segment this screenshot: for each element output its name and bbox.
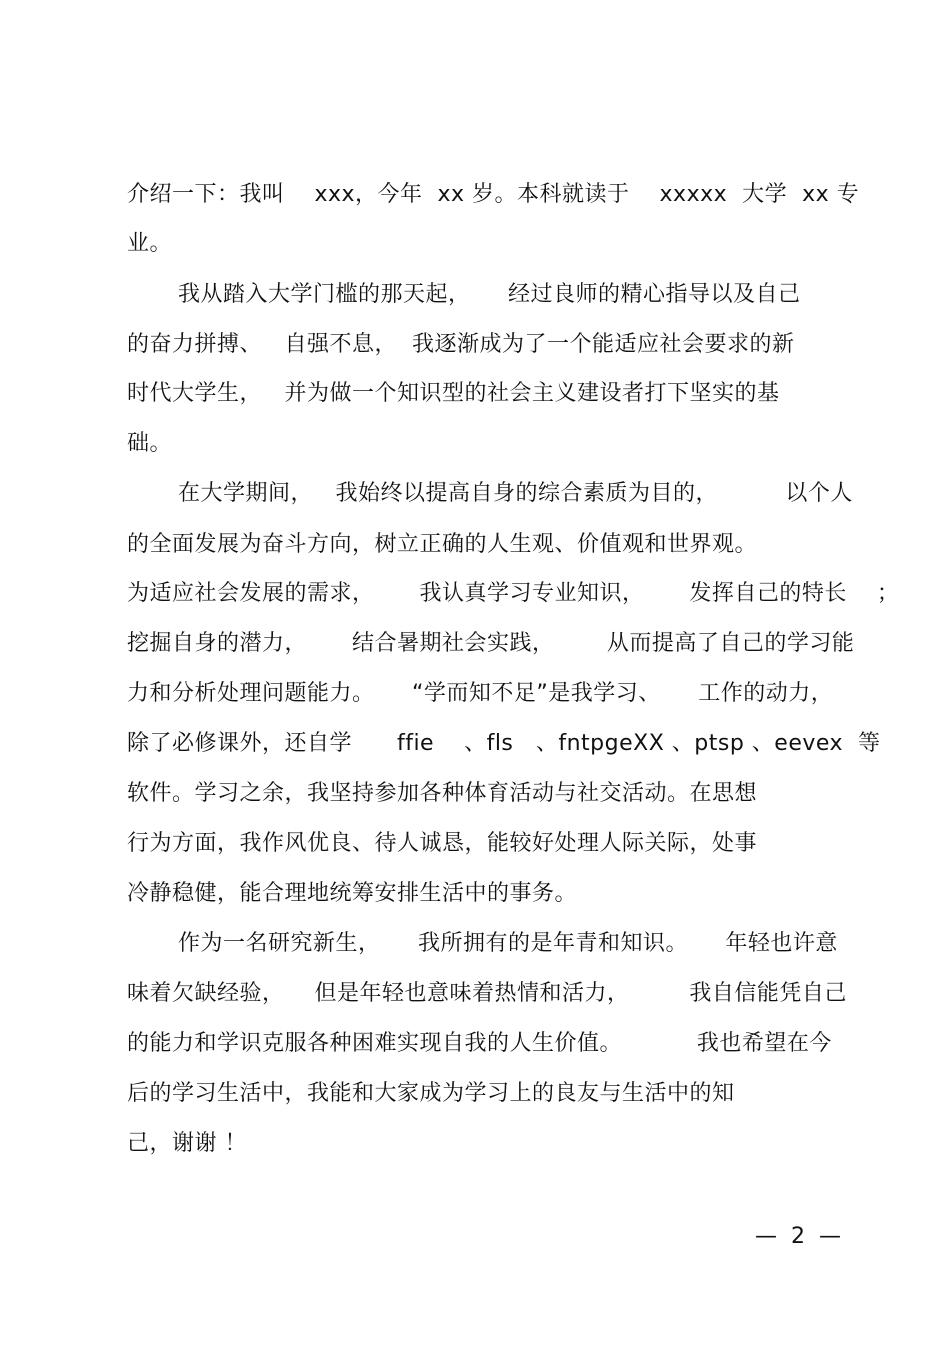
paragraph-2-line-1: 我从踏入大学门槛的那天起， 经过良师的精心指导以及自己	[178, 282, 801, 307]
paragraph-4-line-2: 味着欠缺经验， 但是年轻也意味着热情和活力， 我自信能凭自己	[127, 981, 847, 1006]
paragraph-4-line-5: 己，谢谢 ！	[127, 1131, 247, 1156]
paragraph-3-line-4: 挖掘自身的潜力， 结合暑期社会实践， 从而提高了自己的学习能	[127, 631, 855, 656]
page-number: — 2 —	[755, 1224, 841, 1249]
paragraph-3-line-1: 在大学期间， 我始终以提高自身的综合素质为目的， 以个人	[178, 481, 853, 506]
paragraph-2-line-3: 时代大学生， 并为做一个知识型的社会主义建设者打下坚实的基	[127, 381, 780, 406]
paragraph-3-line-7: 软件。学习之余，我坚持参加各种体育活动与社交活动。在思想	[127, 781, 758, 806]
paragraph-3-line-3: 为适应社会发展的需求， 我认真学习专业知识， 发挥自己的特长 ；	[127, 581, 900, 606]
paragraph-3-line-2: 的全面发展为奋斗方向，树立正确的人生观、价值观和世界观。	[127, 532, 758, 557]
paragraph-2-line-4: 础。	[127, 431, 173, 456]
paragraph-3-line-8: 行为方面，我作风优良、待人诚恳，能较好处理人际关际，处事	[127, 831, 758, 856]
paragraph-3-line-9: 冷静稳健，能合理地统筹安排生活中的事务。	[127, 881, 578, 906]
paragraph-3-line-5: 力和分析处理问题能力。 “学而知不足”是我学习、 工作的动力，	[127, 681, 834, 706]
paragraph-1-line-1: 介绍一下：我叫 xxx，今年 xx 岁。本科就读于 xxxxx 大学 xx 专	[127, 182, 860, 207]
paragraph-4-line-1: 作为一名研究新生， 我所拥有的是年青和知识。 年轻也许意	[178, 931, 838, 956]
paragraph-1-line-2: 业。	[127, 231, 173, 256]
paragraph-2-line-2: 的奋力拼搏、 自强不息， 我逐渐成为了一个能适应社会要求的新	[127, 332, 795, 357]
paragraph-4-line-3: 的能力和学识克服各种困难实现自我的人生价值。 我也希望在今	[127, 1031, 832, 1056]
paragraph-4-line-4: 后的学习生活中，我能和大家成为学习上的良友与生活中的知	[127, 1081, 735, 1106]
paragraph-3-line-6: 除了必修课外，还自学 ffie 、fls 、fntpgeXX 、ptsp 、eevex 等	[127, 731, 881, 756]
